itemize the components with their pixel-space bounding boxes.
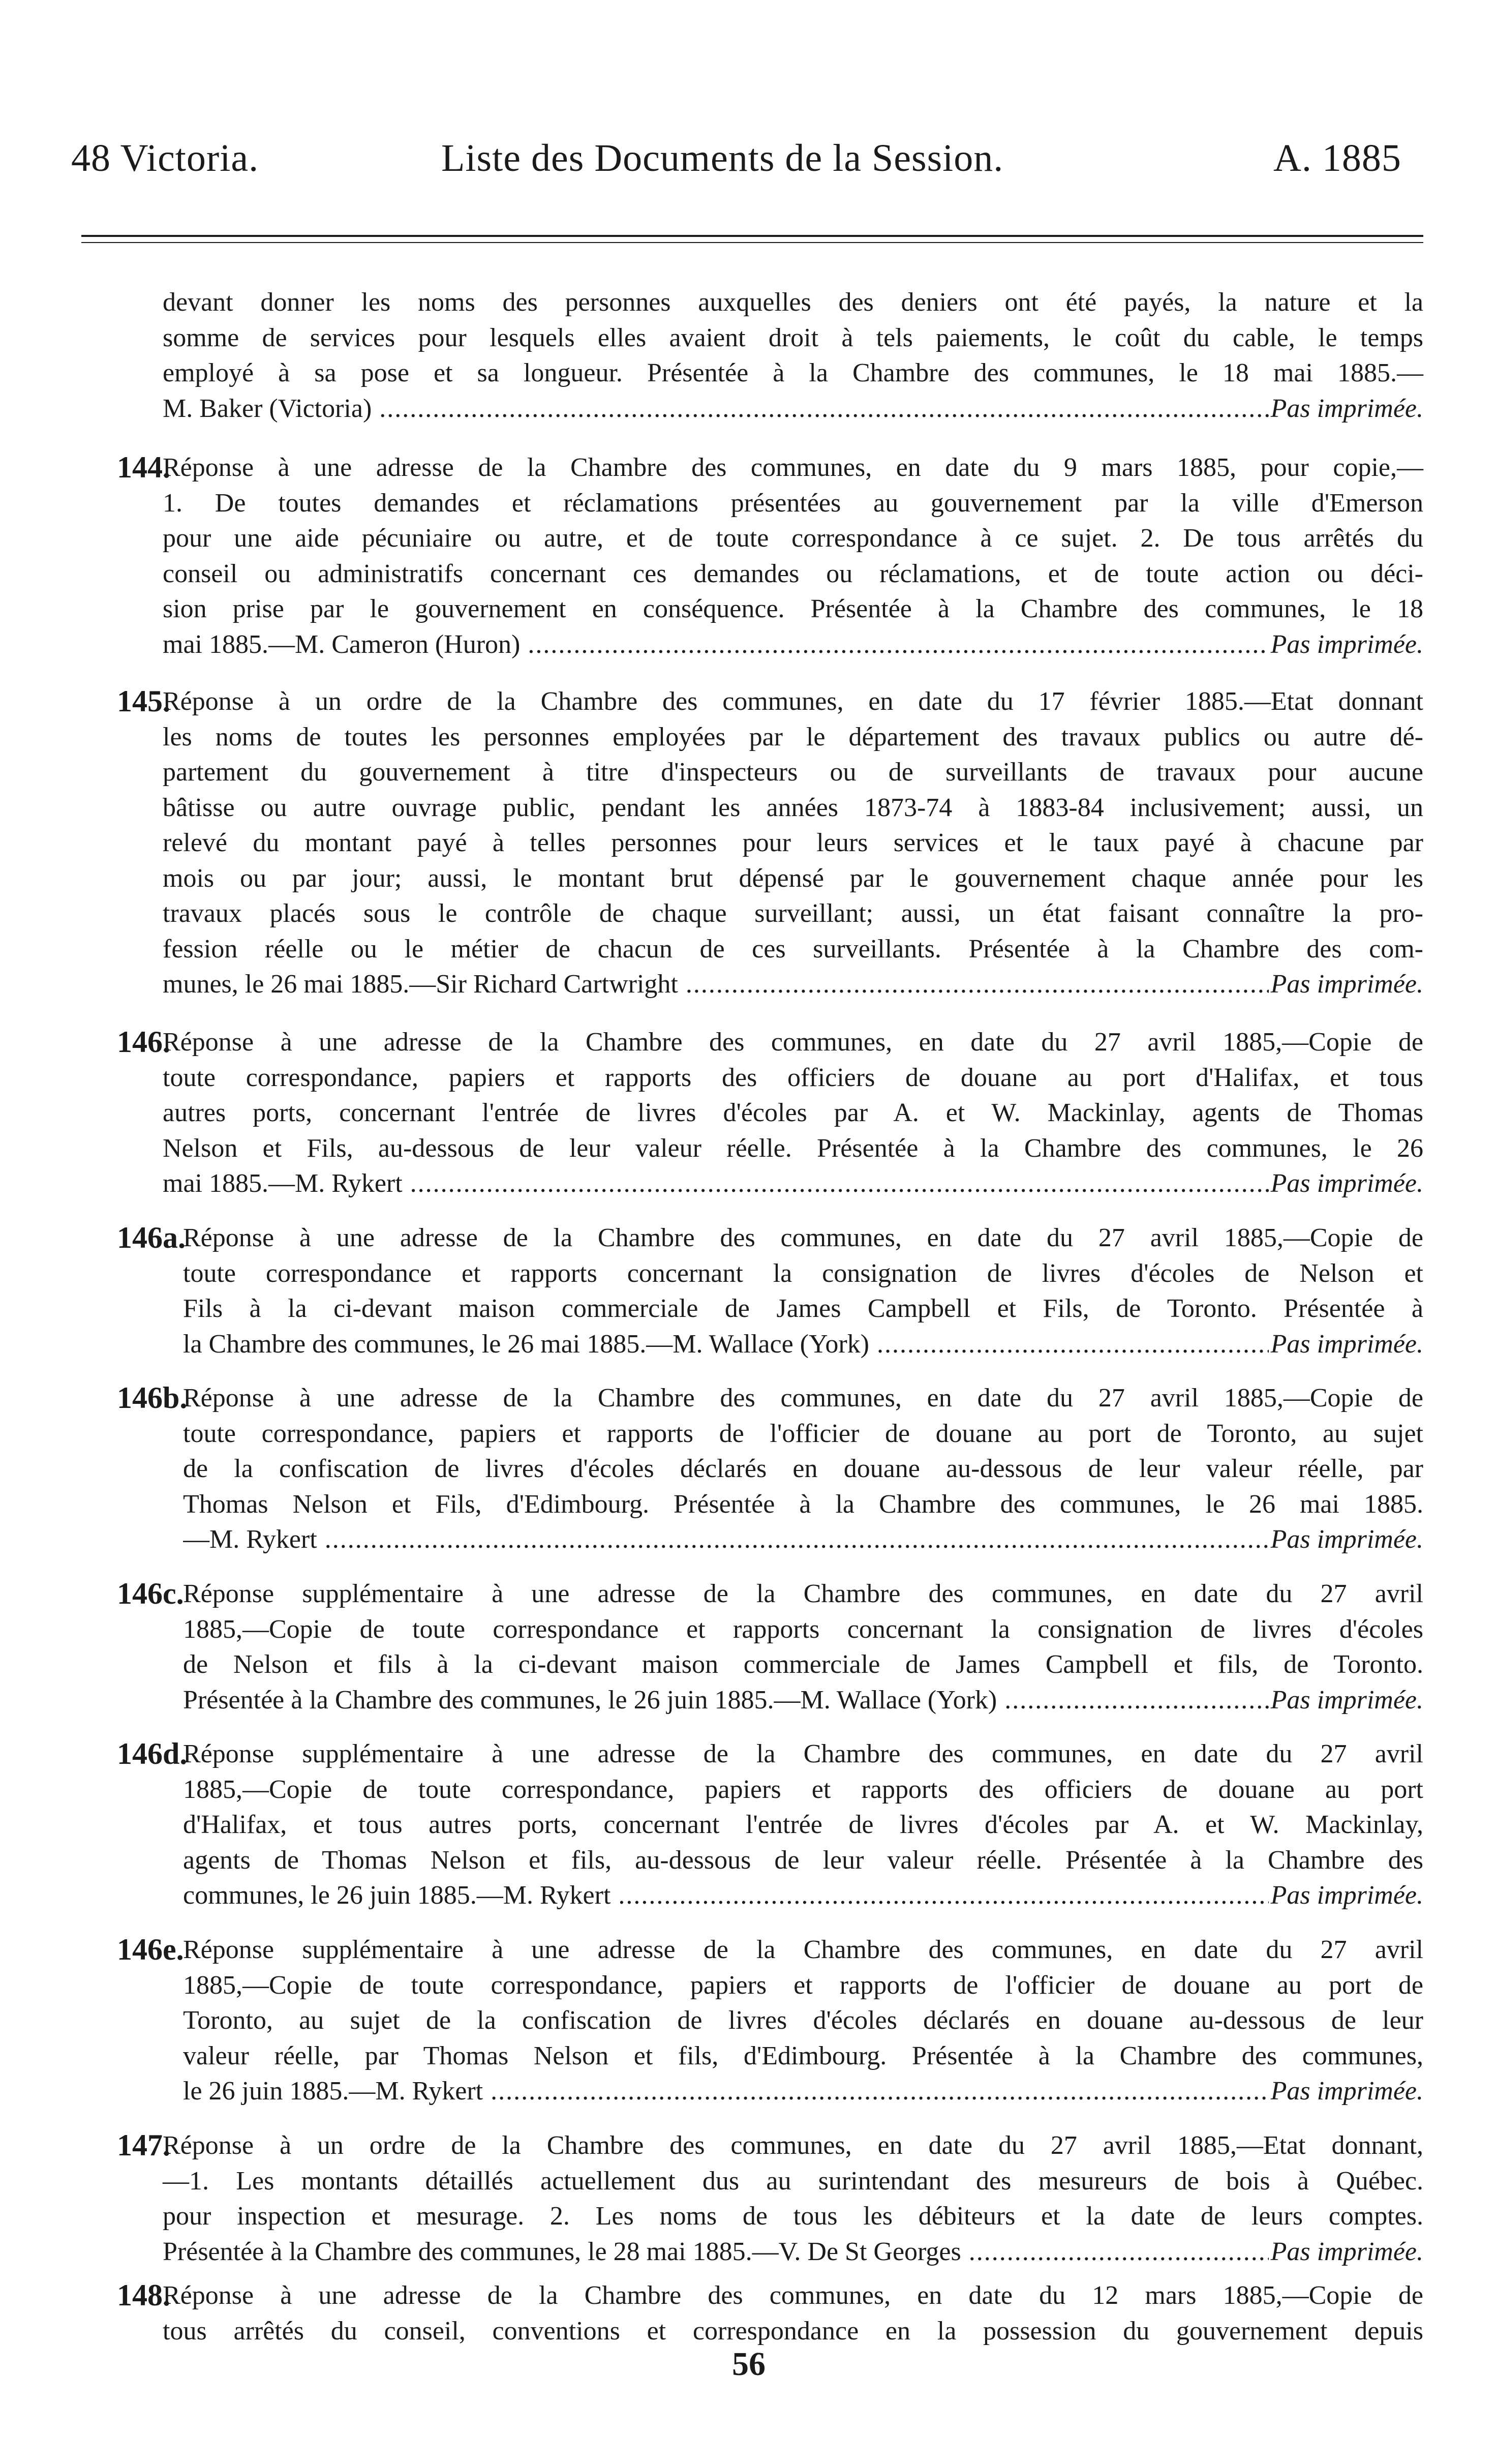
text-line: Réponse supplémentaire à une adresse de la Chambre des communes, en date du 27 avril: [183, 1935, 1423, 1964]
text-line: pour inspection et mesurage. 2. Les noms de tous les débiteurs et la date de leurs comptes.: [163, 2202, 1423, 2231]
text-line: relevé du montant payé à telles personnes pour leurs services et le taux payé à chacune par: [163, 828, 1423, 857]
print-status: Pas imprimée.: [1270, 394, 1423, 423]
text-line: Réponse à un ordre de la Chambre des communes, en date du 27 avril 1885,—Etat donnant,: [163, 2131, 1423, 2160]
text-line: partement du gouvernement à titre d'inspecteurs ou de surveillants de travaux pour aucune: [163, 758, 1423, 787]
text-line: 1885,—Copie de toute correspondance, papiers et rapports de l'officier de douane au port de: [183, 1970, 1423, 2000]
text-line: sion prise par le gouvernement en conséquence. Présentée à la Chambre des communes, le 18: [163, 594, 1423, 623]
entry-146c: [117, 1576, 1423, 1718]
text-line: Toronto, au sujet de la confiscation de livres d'écoles déclarés en douane au-dessous de leur: [183, 2006, 1423, 2035]
entry-number: 144.: [117, 450, 170, 484]
text-line: Réponse à une adresse de la Chambre des communes, en date du 12 mars 1885,—Copie de: [163, 2281, 1423, 2310]
author-name: le 26 juin 1885.—M. Rykert .....: [183, 2074, 1269, 2109]
text-line-last: [183, 1878, 1423, 1913]
print-status: Pas imprimée.: [1270, 629, 1423, 659]
text-line: de Nelson et fils à la ci-devant maison commerciale de James Campbell et fils, de Toronto.: [183, 1650, 1423, 1679]
text-line: Réponse à une adresse de la Chambre des communes, en date du 9 mars 1885, pour copie,—: [163, 453, 1423, 482]
text-line: mois ou par jour; aussi, le montant brut dépensé par le gouvernement chaque année pour les: [163, 863, 1423, 893]
entry-number: 145.: [117, 684, 170, 718]
author-name: la Chambre des communes, le 26 mai 1885.—M. Wallace (York) .....: [183, 1327, 1269, 1362]
text-line: autres ports, concernant l'entrée de livres d'écoles par A. et W. Mackinlay, agents de Thomas: [163, 1098, 1423, 1127]
print-status: Pas imprimée.: [1270, 2237, 1423, 2266]
entry-145: [117, 684, 1423, 1002]
print-status: Pas imprimée.: [1270, 1881, 1423, 1910]
text-line: 1. De toutes demandes et réclamations présentées au gouvernement par la ville d'Emerson: [163, 488, 1423, 518]
text-line: tous arrêtés du conseil, conventions et correspondance en la possession du gouvernement depuis: [163, 2316, 1423, 2346]
entry-number: 147.: [117, 2128, 170, 2162]
entry-number: 146d.: [117, 1737, 188, 1770]
text-line: —1. Les montants détaillés actuellement dus au surintendant des mesureurs de bois à Québec.: [163, 2166, 1423, 2196]
header-rule-thin: [81, 242, 1423, 243]
text-line: Réponse à un ordre de la Chambre des communes, en date du 17 février 1885.—Etat donnant: [163, 687, 1423, 716]
entry-144: [117, 450, 1423, 662]
header-session: 48 Victoria.: [71, 137, 259, 179]
intro-paragraph: [163, 285, 1423, 426]
text-line: les noms de toutes les personnes employées par le département des travaux publics ou autre dé-: [163, 722, 1423, 752]
text-line: agents de Thomas Nelson et fils, au-dessous de leur valeur réelle. Présentée à la Chambre des: [183, 1845, 1423, 1875]
text-line: Réponse supplémentaire à une adresse de la Chambre des communes, en date du 27 avril: [183, 1579, 1423, 1608]
text-line-last: [163, 967, 1423, 1002]
print-status: Pas imprimée.: [1270, 1169, 1423, 1198]
print-status: Pas imprimée.: [1270, 970, 1423, 999]
text-line-last: [163, 1166, 1423, 1201]
text-line-last: [183, 1327, 1423, 1362]
text-line: toute correspondance, papiers et rapports de l'officier de douane au port de Toronto, au sujet: [183, 1419, 1423, 1448]
entry-146d: [117, 1736, 1423, 1913]
text-line: toute correspondance, papiers et rapports des officiers de douane au port d'Halifax, et tous: [163, 1063, 1423, 1092]
text-line: de la confiscation de livres d'écoles déclarés en douane au-dessous de leur valeur réelle, par: [183, 1454, 1423, 1483]
author-name: mai 1885.—M. Cameron (Huron) .....: [163, 627, 1269, 663]
entry-number: 146a.: [117, 1221, 186, 1254]
author-name: Présentée à la Chambre des communes, le 28 mai 1885.—V. De St Georges .....: [163, 2234, 1269, 2270]
text-line: pour une aide pécuniaire ou autre, et de toute correspondance à ce sujet. 2. De tous arrêtés du: [163, 524, 1423, 553]
text-line: conseil ou administratifs concernant ces demandes ou réclamations, et de toute action ou déci-: [163, 559, 1423, 588]
text-line: toute correspondance et rapports concernant la consignation de livres d'écoles de Nelson et: [183, 1258, 1423, 1288]
text-line: Fils à la ci-devant maison commerciale de James Campbell et Fils, de Toronto. Présentée à: [183, 1294, 1423, 1323]
entry-148: [117, 2278, 1423, 2349]
entry-146e: [117, 1932, 1423, 2109]
text-line-last: [163, 391, 1423, 427]
entry-number: 148.: [117, 2278, 170, 2312]
text-line: fession réelle ou le métier de chacun de ces surveillants. Présentée à la Chambre des com-: [163, 934, 1423, 964]
print-status: Pas imprimée.: [1270, 1525, 1423, 1554]
header-year: A. 1885: [1273, 137, 1401, 179]
text-line-last: [183, 1522, 1423, 1557]
entry-number: 146b.: [117, 1381, 188, 1415]
text-line: Réponse à une adresse de la Chambre des communes, en date du 27 avril 1885,—Copie de: [163, 1028, 1423, 1057]
text-line-last: [163, 2234, 1423, 2270]
entry-number: 146c.: [117, 1577, 184, 1610]
text-line: Réponse à une adresse de la Chambre des communes, en date du 27 avril 1885,—Copie de: [183, 1384, 1423, 1413]
header-title: Liste des Documents de la Session.: [441, 137, 1004, 179]
text-line: 1885,—Copie de toute correspondance et rapports concernant la consignation de livres d'écoles: [183, 1614, 1423, 1644]
text-line: travaux placés sous le contrôle de chaque surveillant; aussi, un état faisant connaître la pro-: [163, 899, 1423, 928]
author-name: mai 1885.—M. Rykert .....: [163, 1166, 1269, 1201]
text-line: 1885,—Copie de toute correspondance, papiers et rapports des officiers de douane au port: [183, 1775, 1423, 1804]
text-line: valeur réelle, par Thomas Nelson et fils, d'Edimbourg. Présentée à la Chambre des communes,: [183, 2041, 1423, 2070]
author-name: M. Baker (Victoria) .....: [163, 391, 1269, 427]
text-line: d'Halifax, et tous autres ports, concernant l'entrée de livres d'écoles par A. et W. Mackinlay,: [183, 1810, 1423, 1839]
print-status: Pas imprimée.: [1270, 2077, 1423, 2106]
text-line: Thomas Nelson et Fils, d'Edimbourg. Présentée à la Chambre des communes, le 26 mai 1885.: [183, 1489, 1423, 1519]
entry-146: [117, 1025, 1423, 1201]
entry-146a: [117, 1220, 1423, 1362]
text-line-last: [183, 2074, 1423, 2109]
entry-147: [117, 2128, 1423, 2269]
page-number: 56: [732, 2346, 766, 2383]
header-rule-thick: [81, 235, 1423, 237]
print-status: Pas imprimée.: [1270, 1329, 1423, 1359]
entry-number: 146e.: [117, 1933, 184, 1966]
text-line: Réponse à une adresse de la Chambre des communes, en date du 27 avril 1885,—Copie de: [183, 1223, 1423, 1252]
text-line: employé à sa pose et sa longueur. Présentée à la Chambre des communes, le 18 mai 1885.—: [163, 358, 1423, 387]
text-line-last: [183, 1682, 1423, 1718]
author-name: —M. Rykert .....: [183, 1522, 1269, 1557]
text-line: somme de services pour lesquels elles avaient droit à tels paiements, le coût du cable, le temps: [163, 323, 1423, 352]
entry-number: 146.: [117, 1025, 170, 1059]
author-name: Présentée à la Chambre des communes, le 26 juin 1885.—M. Wallace (York) .....: [183, 1682, 1269, 1718]
text-line: Réponse supplémentaire à une adresse de la Chambre des communes, en date du 27 avril: [183, 1739, 1423, 1768]
author-name: munes, le 26 mai 1885.—Sir Richard Cartwright .....: [163, 967, 1269, 1002]
text-line: Nelson et Fils, au-dessous de leur valeur réelle. Présentée à la Chambre des communes, le 26: [163, 1133, 1423, 1163]
print-status: Pas imprimée.: [1270, 1685, 1423, 1715]
text-line: bâtisse ou autre ouvrage public, pendant les années 1873-74 à 1883-84 inclusivement; aussi, un: [163, 793, 1423, 822]
entry-146b: [117, 1380, 1423, 1557]
author-name: communes, le 26 juin 1885.—M. Rykert .....: [183, 1878, 1269, 1913]
text-line-last: [163, 627, 1423, 663]
text-line: devant donner les noms des personnes auxquelles des deniers ont été payés, la nature et la: [163, 288, 1423, 317]
